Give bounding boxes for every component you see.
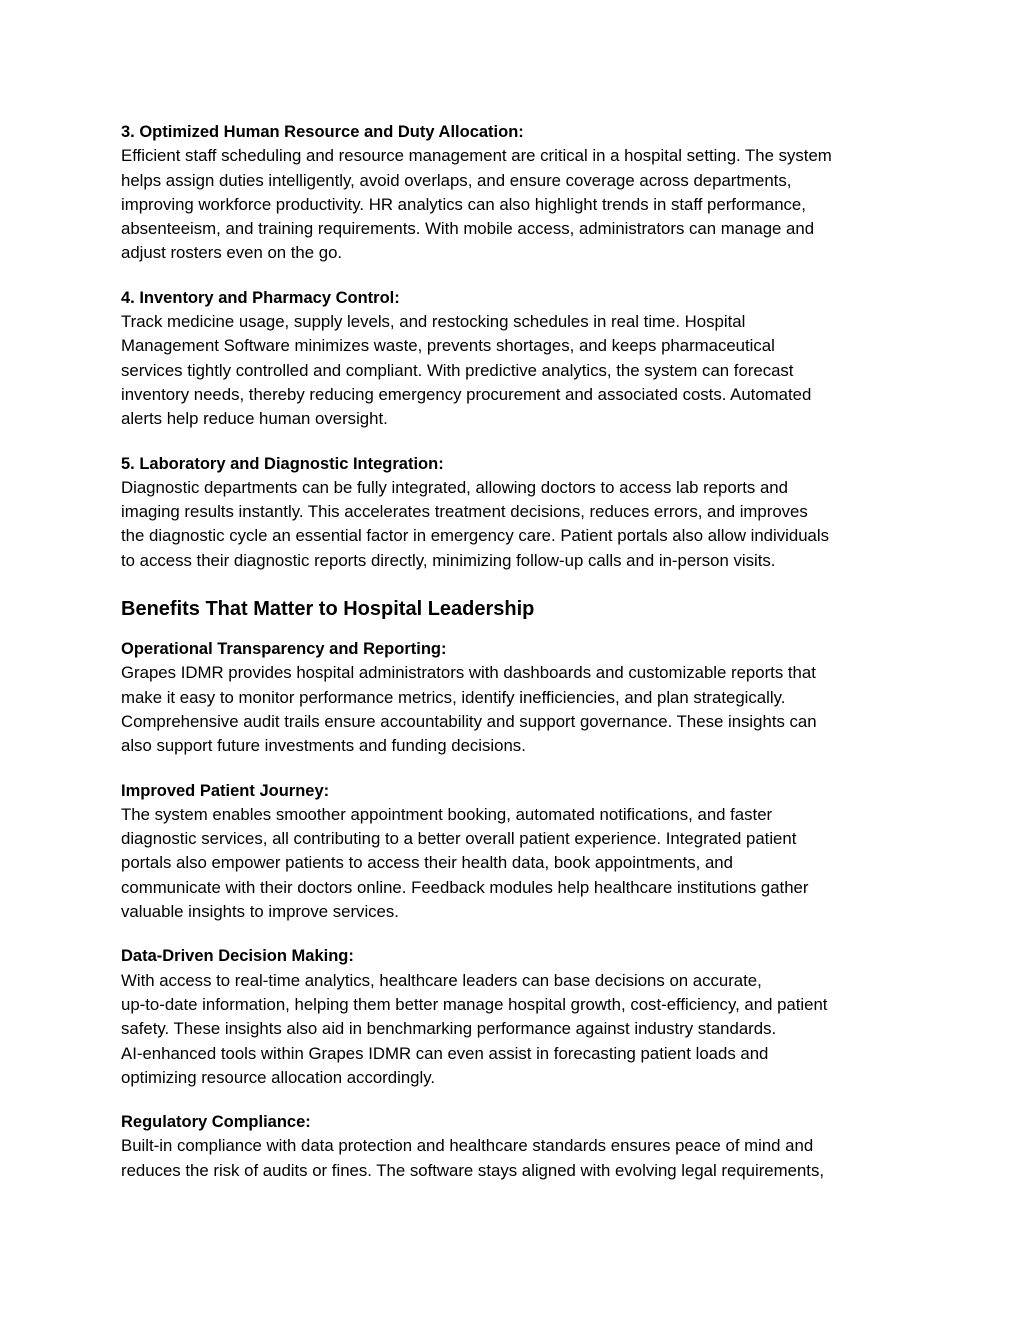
feature-heading: 3. Optimized Human Resource and Duty Allocation: [121,123,524,141]
paragraph-line: Efficient staff scheduling and resource management are critical in a hospital setting. The system [121,146,832,166]
paragraph-line: adjust rosters even on the go. [121,243,343,263]
paragraph-line: alerts help reduce human oversight. [121,409,388,429]
paragraph-line: With access to real-time analytics, healthcare leaders can base decisions on accurate, [121,970,762,990]
paragraph-line: diagnostic services, all contributing to a better overall patient experience. Integrated patient [121,829,797,849]
paragraph-line: improving workforce productivity. HR analytics can also highlight trends in staff performance, [121,194,806,214]
benefit-regulatory [121,1110,911,1183]
paragraph-line: reduces the risk of audits or fines. The software stays aligned with evolving legal requirements, [121,1160,824,1180]
paragraph-line: services tightly controlled and compliant. With predictive analytics, the system can forecast [121,360,794,380]
benefit-patient-journey [121,779,911,925]
benefit-heading: Operational Transparency and Reporting: [121,640,447,659]
benefit-paragraph [121,803,911,924]
paragraph-line: absenteeism, and training requirements. With mobile access, administrators can manage and [121,219,815,239]
feature-heading: 4. Inventory and Pharmacy Control: [121,288,400,307]
benefit-heading: Improved Patient Journey: [121,781,330,800]
paragraph-line: make it easy to monitor performance metrics, identify inefficiencies, and plan strategically. [121,687,786,707]
paragraph-line: Management Software minimizes waste, prevents shortages, and keeps pharmaceutical [121,336,775,356]
feature-paragraph [121,476,911,573]
paragraph-line: Grapes IDMR provides hospital administrators with dashboards and customizable reports that [121,663,816,683]
benefit-data-driven [121,944,911,1090]
paragraph-line: to access their diagnostic reports directly, minimizing follow-up calls and in-person visits. [121,550,776,570]
paragraph-line: Built-in compliance with data protection and healthcare standards ensures peace of mind and [121,1136,814,1156]
benefit-transparency [121,637,911,758]
paragraph-line: valuable insights to improve services. [121,902,399,922]
paragraph-line: up-to-date information, helping them better manage hospital growth, cost-efficiency, and patient [121,994,828,1014]
paragraph-line: Track medicine usage, supply levels, and restocking schedules in real time. Hospital [121,312,746,332]
paragraph-line: Diagnostic departments can be fully integrated, allowing doctors to access lab reports and [121,477,788,497]
feature-paragraph [121,310,911,431]
feature-inventory-pharmacy [121,286,911,432]
benefit-paragraph [121,661,911,758]
paragraph-line: helps assign duties intelligently, avoid overlaps, and ensure coverage across departments, [121,170,792,190]
feature-hr-allocation [121,120,911,266]
paragraph-line: Comprehensive audit trails ensure accountability and support governance. These insights can [121,711,817,731]
paragraph-line: optimizing resource allocation accordingly. [121,1067,436,1087]
paragraph-line: portals also empower patients to access their health data, book appointments, and [121,853,733,873]
feature-paragraph [121,144,911,265]
benefit-paragraph [121,969,911,1090]
paragraph-line: communicate with their doctors online. Feedback modules help healthcare institutions gather [121,877,809,897]
paragraph-line: imaging results instantly. This accelerates treatment decisions, reduces errors, and improves [121,502,808,522]
paragraph-line: the diagnostic cycle an essential factor in emergency care. Patient portals also allow individuals [121,526,829,546]
paragraph-line: safety. These insights also aid in benchmarking performance against industry standards. [121,1019,777,1039]
document-page [121,120,911,1183]
section-title: Benefits That Matter to Hospital Leadership [121,598,535,621]
feature-lab-diagnostic [121,452,911,573]
paragraph-line: The system enables smoother appointment booking, automated notifications, and faster [121,804,773,824]
benefit-heading: Data-Driven Decision Making: [121,947,354,966]
feature-heading: 5. Laboratory and Diagnostic Integration: [121,454,444,473]
benefit-heading: Regulatory Compliance: [121,1113,311,1132]
paragraph-line: inventory needs, thereby reducing emergency procurement and associated costs. Automated [121,384,812,404]
benefit-paragraph [121,1134,911,1183]
paragraph-line: also support future investments and funding decisions. [121,736,526,756]
paragraph-line: AI-enhanced tools within Grapes IDMR can even assist in forecasting patient loads and [121,1043,769,1063]
